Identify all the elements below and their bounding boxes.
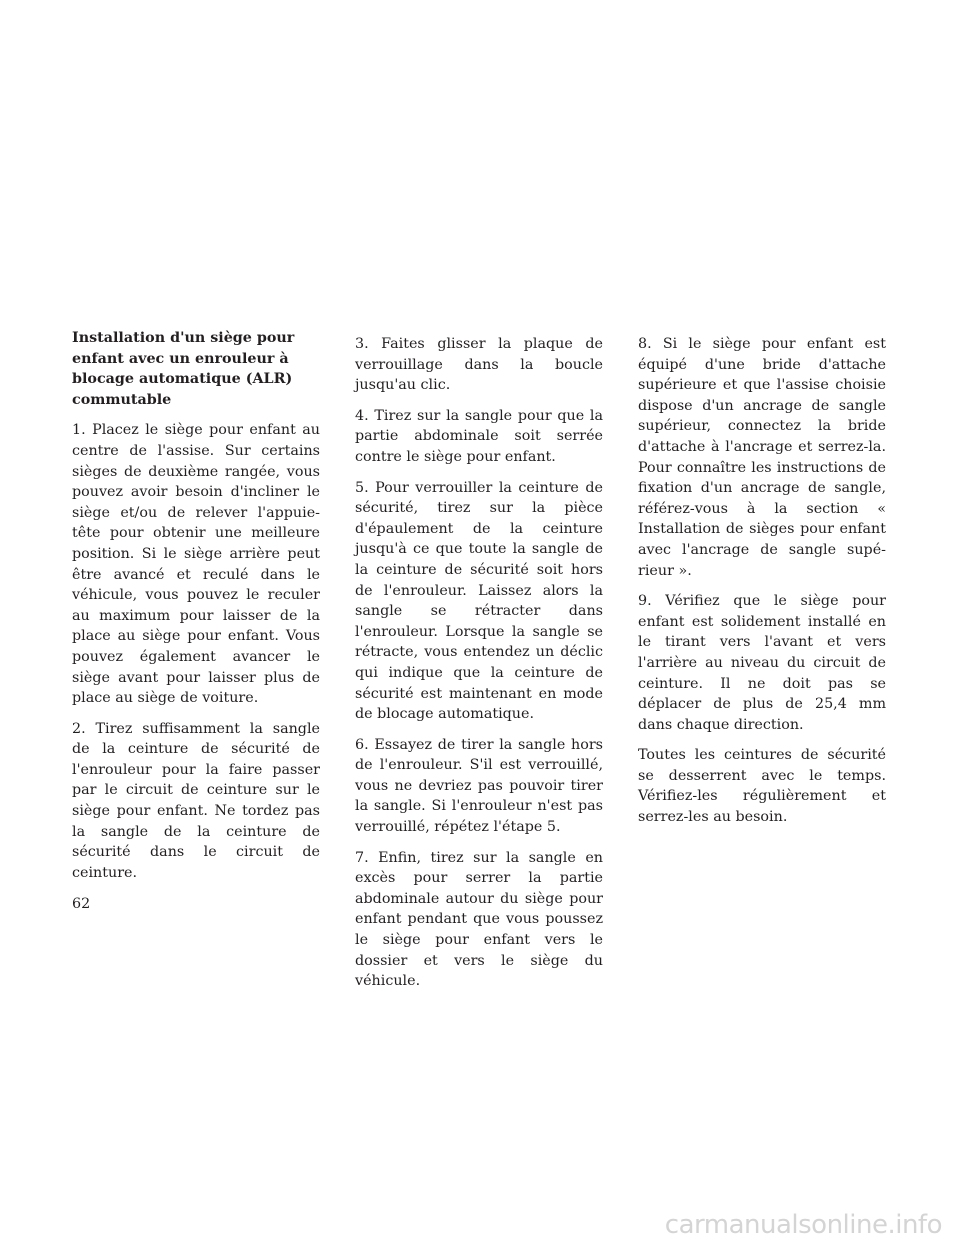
column-2 <box>355 334 603 1002</box>
paragraph-step-4: 4. Tirez sur la sangle pour que la partie abdominale soit serrée contre le siège pour enfant. <box>355 407 603 465</box>
page-number: 62 <box>72 896 91 912</box>
paragraph-step-2: 2. Tirez suffisamment la sangle de la ceinture de sécurité de l'enrouleur pour la faire passer par le circuit de ceinture sur le siège pour enfant. Ne tordez pas la sangle de la ceinture de sécurité dans le circuit de ceinture. <box>72 720 320 881</box>
paragraph-step-5: 5. Pour verrouiller la ceinture de sécurité, tirez sur la pièce d'épaulement de la ceinture jusqu'à ce que toute la sangle de la ceinture de sécurité soit hors de l'enrouleur. Laissez alors la sangle se rétracter dans l'enrouleur. Lorsque la sangle se rétracte, vous entendez un déclic qui indique que la ceinture de sécurité est maintenant en mode de blocage automatique. <box>355 479 603 723</box>
paragraph-step-8: 8. Si le siège pour enfant est équipé d'une bride d'attache supérieure et que l'assise choisie dispose d'un ancrage de sangle supérieur, connectez la bride d'attache à l'ancrage et serrez-la. Pour connaître les instructions de fixation d'un ancrage de sangle, référez-vous à la section « Installation de sièges pour enfant avec l'ancrage de sangle supérieur ». <box>638 336 886 579</box>
column-3 <box>638 334 886 838</box>
paragraph-closing-note: Toutes les ceintures de sécurité se desserrent avec le temps. Vérifiez-les régulièrement et serrez-les au besoin. <box>638 747 886 826</box>
watermark: carmanualsonline.info <box>664 1210 942 1240</box>
paragraph-step-1: 1. Placez le siège pour enfant au centre de l'assise. Sur certains sièges de deuxième rangée, vous pouvez avoir besoin d'incliner le siège et/ou de relever l'appuie-tête pour obtenir une meilleure position. Si le siège arrière peut être avancé et reculé dans le véhicule, vous pouvez le reculer au maximum pour laisser de la place au siège pour enfant. Vous pouvez également avancer le siège avant pour laisser plus de place au siège de voiture. <box>72 422 320 707</box>
section-heading: Installation d'un siège pour enfant avec un enrouleur à blocage automatique (ALR) commutable <box>72 330 295 408</box>
paragraph-step-3: 3. Faites glisser la plaque de verrouillage dans la boucle jusqu'au clic. <box>355 336 603 394</box>
column-1 <box>72 328 320 893</box>
paragraph-step-6: 6. Essayez de tirer la sangle hors de l'enrouleur. S'il est verrouillé, vous ne devriez pas pouvoir tirer la sangle. Si l'enrouleur n'est pas verrouillé, répétez l'étape 5. <box>355 736 603 836</box>
paragraph-step-9: 9. Vérifiez que le siège pour enfant est solidement installé en le tirant vers l'avant et vers l'arrière au niveau du circuit de ceinture. Il ne doit pas se déplacer de plus de 25,4 mm dans chaque direction. <box>638 593 886 733</box>
paragraph-step-7: 7. Enfin, tirez sur la sangle en excès pour serrer la partie abdominale autour du siège pour enfant pendant que vous poussez le siège pour enfant vers le dossier et vers le siège du véhicule. <box>355 849 603 990</box>
